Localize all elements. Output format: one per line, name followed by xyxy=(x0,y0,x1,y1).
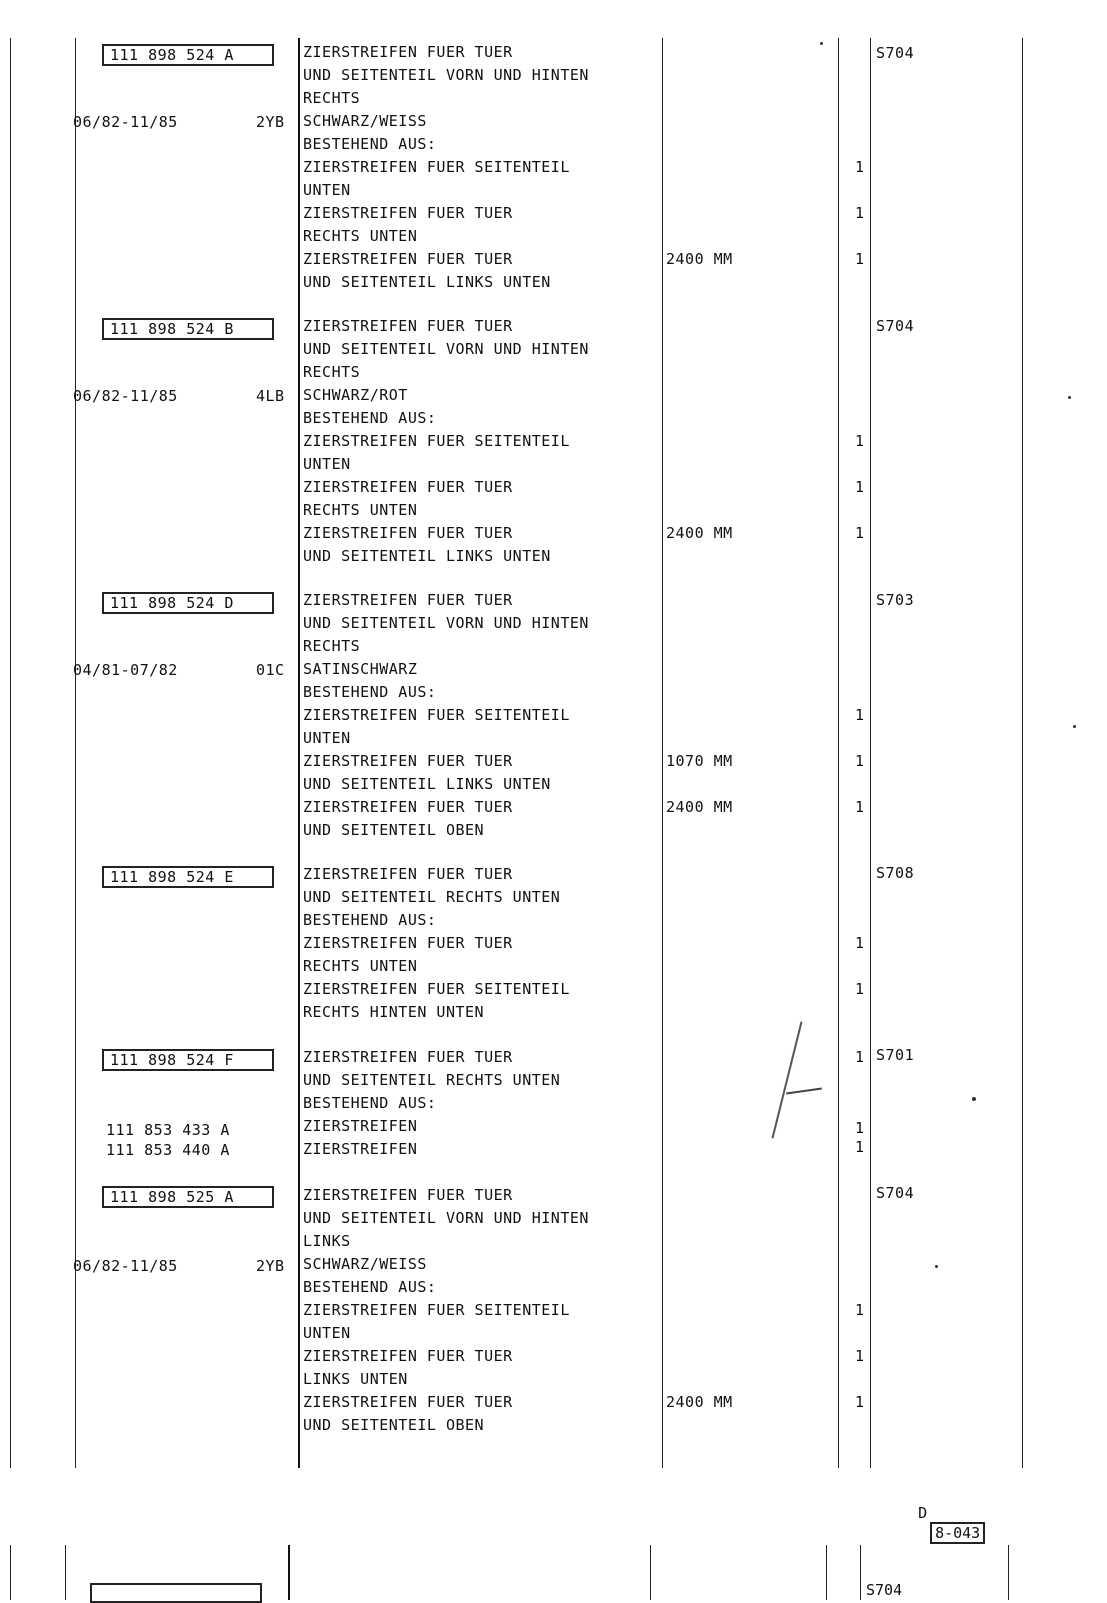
color-code: 2YB xyxy=(256,1257,285,1275)
quantity: 1 xyxy=(855,752,865,770)
next-page-rule xyxy=(65,1545,66,1600)
description-line: RECHTS HINTEN UNTEN xyxy=(303,1003,485,1021)
pen-mark xyxy=(786,1088,822,1095)
quantity: 1 xyxy=(855,1138,865,1156)
description-line: ZIERSTREIFEN FUER TUER xyxy=(303,204,513,222)
color-code: 01C xyxy=(256,661,285,679)
column-rule-qty-left xyxy=(838,38,839,1468)
description-line: ZIERSTREIFEN FUER TUER xyxy=(303,934,513,952)
description-line: UND SEITENTEIL RECHTS UNTEN xyxy=(303,888,561,906)
description-line: BESTEHEND AUS: xyxy=(303,135,437,153)
quantity: 1 xyxy=(855,1393,865,1411)
next-page-rule xyxy=(10,1545,11,1600)
description-line: SATINSCHWARZ xyxy=(303,660,418,678)
description-line: UNTEN xyxy=(303,1324,351,1342)
description-line: UNTEN xyxy=(303,729,351,747)
next-page-rule xyxy=(826,1545,827,1600)
date-range: 06/82-11/85 xyxy=(73,387,178,405)
part-number-box: 111 898 524 A xyxy=(102,44,274,66)
description-line: ZIERSTREIFEN FUER TUER xyxy=(303,250,513,268)
quantity: 1 xyxy=(855,1347,865,1365)
description-line: UNTEN xyxy=(303,455,351,473)
illustration-ref: S704 xyxy=(876,1184,915,1202)
color-code: 4LB xyxy=(256,387,285,405)
next-page-ref: S704 xyxy=(866,1581,903,1599)
quantity: 1 xyxy=(855,250,865,268)
quantity: 1 xyxy=(855,798,865,816)
description-line: ZIERSTREIFEN FUER SEITENTEIL xyxy=(303,1301,570,1319)
part-number-box: 111 898 524 D xyxy=(102,592,274,614)
scan-speck xyxy=(1068,396,1071,399)
description-line: LINKS xyxy=(303,1232,351,1250)
illustration-ref: S704 xyxy=(876,317,915,335)
description-line: ZIERSTREIFEN FUER TUER xyxy=(303,798,513,816)
quantity: 1 xyxy=(855,1119,865,1137)
scan-speck xyxy=(820,42,823,45)
description-line: ZIERSTREIFEN xyxy=(303,1140,418,1158)
description-line: ZIERSTREIFEN FUER SEITENTEIL xyxy=(303,706,570,724)
description-line: BESTEHEND AUS: xyxy=(303,683,437,701)
date-range: 06/82-11/85 xyxy=(73,1257,178,1275)
column-rule-right-edge xyxy=(1022,38,1023,1468)
quantity: 1 xyxy=(855,934,865,952)
description-line: BESTEHEND AUS: xyxy=(303,1278,437,1296)
description-line: SCHWARZ/WEISS xyxy=(303,1255,427,1273)
next-page-rule xyxy=(860,1545,861,1600)
measure: 2400 MM xyxy=(666,798,733,816)
description-line: ZIERSTREIFEN FUER SEITENTEIL xyxy=(303,432,570,450)
column-rule-measure xyxy=(662,38,663,1468)
description-line: UND SEITENTEIL OBEN xyxy=(303,1416,485,1434)
description-line: ZIERSTREIFEN FUER TUER xyxy=(303,43,513,61)
description-line: ZIERSTREIFEN FUER TUER xyxy=(303,317,513,335)
description-line: SCHWARZ/ROT xyxy=(303,386,408,404)
quantity: 1 xyxy=(855,1048,865,1066)
next-page-rule xyxy=(288,1545,290,1600)
description-line: UND SEITENTEIL OBEN xyxy=(303,821,485,839)
measure: 2400 MM xyxy=(666,250,733,268)
quantity: 1 xyxy=(855,1301,865,1319)
description-line: BESTEHEND AUS: xyxy=(303,409,437,427)
description-line: UNTEN xyxy=(303,181,351,199)
column-rule-part xyxy=(75,38,76,1468)
description-line: RECHTS UNTEN xyxy=(303,957,418,975)
description-line: UND SEITENTEIL VORN UND HINTEN xyxy=(303,340,589,358)
description-line: UND SEITENTEIL LINKS UNTEN xyxy=(303,273,551,291)
page-letter: D xyxy=(918,1504,928,1522)
measure: 2400 MM xyxy=(666,524,733,542)
measure: 2400 MM xyxy=(666,1393,733,1411)
color-code: 2YB xyxy=(256,113,285,131)
description-line: ZIERSTREIFEN FUER TUER xyxy=(303,752,513,770)
pen-mark xyxy=(772,1022,803,1139)
scan-speck xyxy=(972,1097,976,1101)
description-line: BESTEHEND AUS: xyxy=(303,1094,437,1112)
description-line: ZIERSTREIFEN FUER SEITENTEIL xyxy=(303,158,570,176)
description-line: RECHTS xyxy=(303,89,361,107)
description-line: RECHTS UNTEN xyxy=(303,501,418,519)
next-page-edge xyxy=(0,1535,1107,1600)
description-line: ZIERSTREIFEN FUER TUER xyxy=(303,524,513,542)
description-line: UND SEITENTEIL VORN UND HINTEN xyxy=(303,1209,589,1227)
description-line: BESTEHEND AUS: xyxy=(303,911,437,929)
page-number-box: 8-043 xyxy=(930,1522,985,1544)
description-line: ZIERSTREIFEN FUER SEITENTEIL xyxy=(303,980,570,998)
column-rule-description xyxy=(298,38,300,1468)
quantity: 1 xyxy=(855,478,865,496)
scan-speck xyxy=(935,1265,938,1268)
quantity: 1 xyxy=(855,158,865,176)
quantity: 1 xyxy=(855,432,865,450)
description-line: RECHTS xyxy=(303,637,361,655)
date-range: 04/81-07/82 xyxy=(73,661,178,679)
description-line: UND SEITENTEIL RECHTS UNTEN xyxy=(303,1071,561,1089)
scan-speck xyxy=(1073,725,1076,728)
description-line: ZIERSTREIFEN FUER TUER xyxy=(303,1186,513,1204)
part-number-box: 111 898 524 F xyxy=(102,1049,274,1071)
description-line: RECHTS UNTEN xyxy=(303,227,418,245)
description-line: LINKS UNTEN xyxy=(303,1370,408,1388)
next-page-partbox xyxy=(90,1583,262,1603)
quantity: 1 xyxy=(855,980,865,998)
description-line: RECHTS xyxy=(303,363,361,381)
sub-part-number: 111 853 440 A xyxy=(106,1141,230,1159)
sub-part-number: 111 853 433 A xyxy=(106,1121,230,1139)
next-page-rule xyxy=(1008,1545,1009,1600)
description-line: ZIERSTREIFEN FUER TUER xyxy=(303,1048,513,1066)
description-line: UND SEITENTEIL VORN UND HINTEN xyxy=(303,66,589,84)
description-line: ZIERSTREIFEN xyxy=(303,1117,418,1135)
date-range: 06/82-11/85 xyxy=(73,113,178,131)
illustration-ref: S708 xyxy=(876,864,915,882)
description-line: ZIERSTREIFEN FUER TUER xyxy=(303,478,513,496)
description-line: SCHWARZ/WEISS xyxy=(303,112,427,130)
part-number-box: 111 898 524 E xyxy=(102,866,274,888)
column-rule-qty-right xyxy=(870,38,871,1468)
illustration-ref: S704 xyxy=(876,44,915,62)
quantity: 1 xyxy=(855,524,865,542)
column-rule-left-edge xyxy=(10,38,11,1468)
part-number-box: 111 898 525 A xyxy=(102,1186,274,1208)
description-line: ZIERSTREIFEN FUER TUER xyxy=(303,1393,513,1411)
illustration-ref: S701 xyxy=(876,1046,915,1064)
description-line: ZIERSTREIFEN FUER TUER xyxy=(303,1347,513,1365)
quantity: 1 xyxy=(855,706,865,724)
measure: 1070 MM xyxy=(666,752,733,770)
description-line: ZIERSTREIFEN FUER TUER xyxy=(303,865,513,883)
description-line: ZIERSTREIFEN FUER TUER xyxy=(303,591,513,609)
quantity: 1 xyxy=(855,204,865,222)
description-line: UND SEITENTEIL LINKS UNTEN xyxy=(303,547,551,565)
part-number-box: 111 898 524 B xyxy=(102,318,274,340)
illustration-ref: S703 xyxy=(876,591,915,609)
description-line: UND SEITENTEIL LINKS UNTEN xyxy=(303,775,551,793)
next-page-rule xyxy=(650,1545,651,1600)
description-line: UND SEITENTEIL VORN UND HINTEN xyxy=(303,614,589,632)
